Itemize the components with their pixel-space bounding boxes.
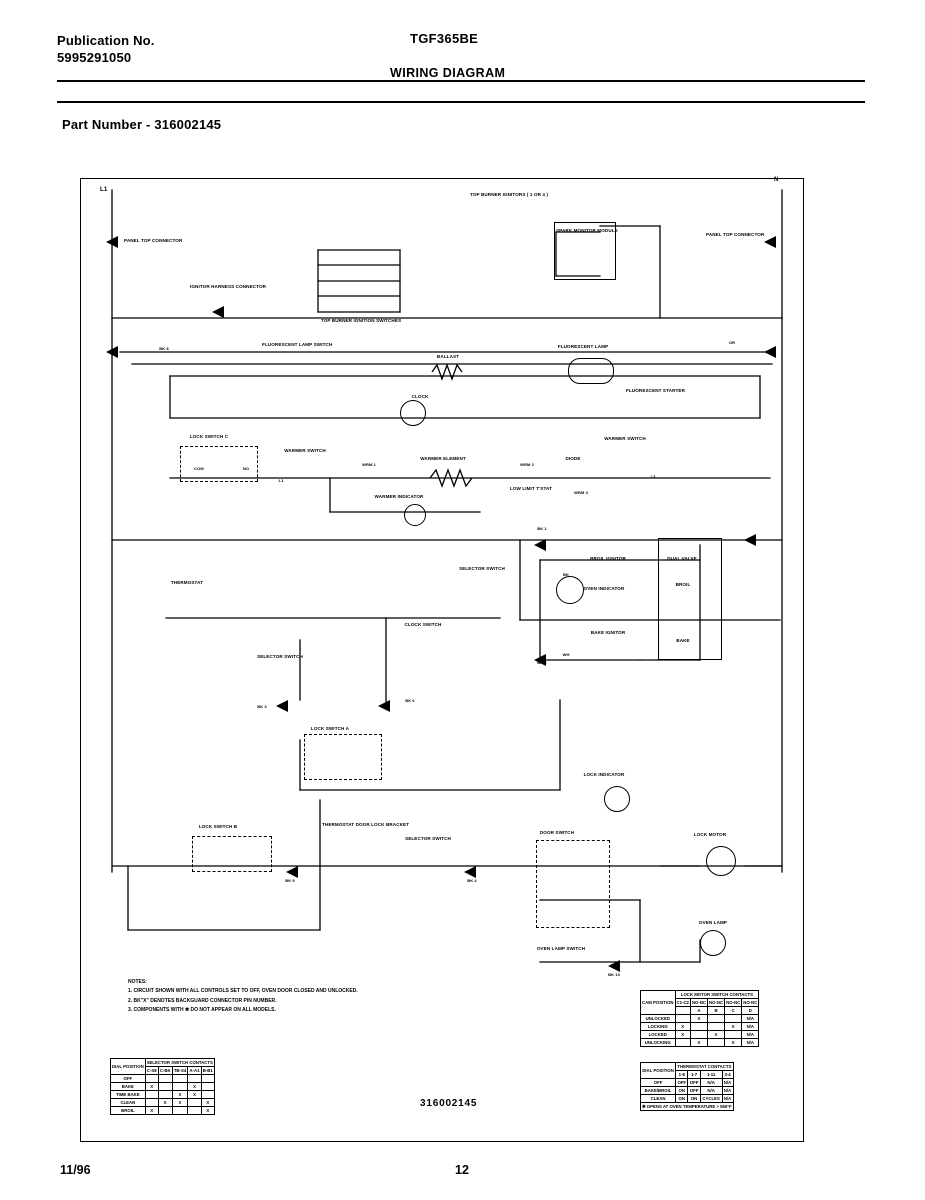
thermo-row-1-c1: OFF — [689, 1088, 699, 1093]
table-row — [641, 1079, 734, 1087]
label-l3-warmer: L3 — [650, 474, 656, 479]
selector-row-0-pos: OFF — [111, 1075, 146, 1083]
label-bake-ignitor: BAKE IGNITOR — [590, 630, 626, 635]
label-oven-indicator: OVEN INDICATOR — [583, 586, 625, 591]
table-row — [111, 1083, 215, 1091]
selector-row-4-c1 — [158, 1107, 172, 1115]
lock-sub-3: D — [742, 1007, 759, 1015]
selector-row-1-c1 — [158, 1083, 172, 1091]
lock-row-3-pos: UNLOCKING — [641, 1039, 676, 1047]
thermo-row-1-c3: N/A — [723, 1088, 732, 1093]
label-bk9: BK 8 — [159, 346, 169, 351]
label-oven-lamp-switch: OVEN LAMP SWITCH — [536, 946, 586, 951]
selector-row-2-c1 — [158, 1091, 172, 1099]
label-low-limit-tstat: LOW LIMIT T'STAT — [509, 486, 553, 491]
lock-row-0-c4: N/A — [742, 1015, 759, 1023]
door-switch-box — [536, 840, 610, 928]
lock-row-2-c1 — [690, 1031, 707, 1039]
label-panel-top-connector-right: PANEL TOP CONNECTOR — [706, 232, 765, 237]
lock-col-4: NO-NC — [743, 1000, 758, 1005]
label-bk5: BK 4 — [467, 878, 477, 883]
publication-number: 5995291050 — [57, 50, 132, 65]
label-oven-lamp: OVEN LAMP — [698, 920, 728, 925]
table-row — [111, 1091, 215, 1099]
label-bk1: OR — [728, 340, 736, 345]
lock-col-head: CAM POSITION — [641, 991, 676, 1015]
label-warmer-element: WARMER ELEMENT — [420, 456, 466, 461]
label-bk10: BK 9 — [285, 878, 295, 883]
thermo-col-3: 3-4 — [722, 1071, 733, 1079]
label-bk3: BK 2 — [537, 660, 547, 665]
table-row — [641, 1031, 759, 1039]
selector-row-1-c0: X — [145, 1083, 158, 1091]
label-selector-switch-left: SELECTOR SWITCH — [257, 654, 303, 659]
label-ignitor-harness-connector: IGNITOR HARNESS CONNECTOR — [190, 284, 267, 289]
thermostat-contacts-table — [640, 1062, 734, 1111]
lock-row-2-c3 — [725, 1031, 742, 1039]
lock-sub-2: C — [725, 1007, 742, 1015]
label-lock-switch-a: LOCK SWITCH A — [310, 726, 350, 731]
thermo-row-1-c0: ON — [676, 1087, 688, 1095]
thermo-table-title: THERMOSTAT CONTACTS — [677, 1064, 732, 1069]
selector-row-0-c4 — [201, 1075, 214, 1083]
lock-motor-symbol — [706, 846, 736, 876]
label-fluorescent-lamp: FLUORESCENT LAMP — [557, 344, 609, 349]
label-bake-coil: BAKE — [676, 638, 690, 643]
thermo-col-head: DIAL POSITION — [641, 1063, 676, 1079]
selector-row-1-c2 — [172, 1083, 188, 1091]
selector-row-4-c0: X — [145, 1107, 158, 1115]
label-broil-coil: BROIL — [675, 582, 691, 587]
lock-row-0-c0 — [675, 1015, 690, 1023]
spark-module-box — [554, 222, 616, 280]
label-no-c: NO — [242, 466, 250, 471]
table-row — [111, 1107, 215, 1115]
label-fluorescent-lamp-switch: FLUORESCENT LAMP SWITCH — [262, 342, 333, 347]
thermo-row-0-c0: OFF — [677, 1080, 687, 1085]
thermo-row-2-c0: ON — [676, 1095, 688, 1103]
model-number: TGF365BE — [410, 31, 479, 46]
lock-row-0-c1: X — [690, 1015, 707, 1023]
table-row — [111, 1075, 215, 1083]
lock-row-2-c2: X — [708, 1031, 725, 1039]
selector-row-1-c3: X — [188, 1083, 201, 1091]
selector-row-0-c3 — [188, 1075, 201, 1083]
lock-switch-a-box — [304, 734, 382, 780]
selector-row-2-pos: TIME BAKE — [111, 1091, 146, 1099]
lock-motor-contacts-table — [640, 990, 759, 1047]
thermo-row-0-pos: OFF — [641, 1079, 676, 1087]
label-thermostat-door-lock-bracket: THERMOSTAT DOOR LOCK BRACKET — [322, 822, 410, 827]
thermo-footnote: ✱ OPENS AT OVEN TEMPERATURE > 550°F — [642, 1104, 732, 1109]
selector-switch-contacts-table — [110, 1058, 215, 1115]
label-clock: CLOCK — [411, 394, 429, 399]
label-wrm2: WRM 2 — [520, 462, 534, 467]
label-lock-switch-c: LOCK SWITCH C — [189, 434, 229, 439]
label-bk11: BK 10 — [608, 972, 620, 977]
lock-sub-1: B — [708, 1007, 725, 1015]
thermo-col-2: 1-11 — [700, 1071, 722, 1079]
label-dual-valve: DUAL VALVE — [667, 556, 697, 561]
fluorescent-lamp-symbol — [568, 358, 614, 384]
lock-row-1-c3: X — [725, 1023, 742, 1031]
label-broil-ignitor: BROIL IGNITOR — [590, 556, 626, 561]
lock-row-0-pos: UNLOCKED — [641, 1015, 676, 1023]
selector-row-4-c4: X — [201, 1107, 214, 1115]
selector-row-3-c2: X — [172, 1099, 188, 1107]
publication-label: Publication No. — [57, 33, 155, 48]
oven-lamp-symbol — [700, 930, 726, 956]
label-top-burner-ignitors: TOP BURNER IGNITORS ( 1 OR 4 ) — [470, 192, 549, 197]
selector-row-0-c2 — [172, 1075, 188, 1083]
oven-indicator-symbol — [556, 576, 584, 604]
thermo-col-0: 1-8 — [676, 1071, 688, 1079]
label-warmer-switch-right: WARMER SWITCH — [604, 436, 646, 441]
lock-col-2: NO-NC — [709, 1000, 724, 1005]
label-selector-switch-top: SELECTOR SWITCH — [459, 566, 505, 571]
thermo-row-2-c1: ON — [688, 1095, 700, 1103]
note-3: 3. COMPONENTS WITH ✱ DO NOT APPEAR ON ALL MODELS. — [128, 1006, 276, 1013]
clock-symbol — [400, 400, 426, 426]
selector-row-3-c0 — [145, 1099, 158, 1107]
label-lock-motor: LOCK MOTOR — [693, 832, 727, 837]
selector-row-3-c3 — [188, 1099, 201, 1107]
label-thermostat: THERMOSTAT — [170, 580, 204, 585]
lock-row-0-c2 — [708, 1015, 725, 1023]
lock-sub-blank — [675, 1007, 690, 1015]
drawing-number: 316002145 — [420, 1098, 478, 1109]
thermo-row-0-c1: OFF — [689, 1080, 699, 1085]
note-2: 2. BK"X" DENOTES BACKGUARD CONNECTOR PIN NUMBER. — [128, 997, 277, 1004]
lock-sub-0: A — [690, 1007, 707, 1015]
label-l1-warmer: L1 — [278, 478, 284, 483]
selector-table-title: SELECTOR SWITCH CONTACTS — [146, 1060, 213, 1065]
lock-indicator-symbol — [604, 786, 630, 812]
selector-col-1: C-BK — [159, 1068, 171, 1073]
lock-col-1: NO-NC — [691, 1000, 707, 1005]
label-spark-monitor-module: SPARK MONITOR MODULE — [556, 228, 618, 233]
lock-row-3-c4: N/A — [742, 1039, 759, 1047]
notes-block — [128, 978, 428, 1015]
selector-col-head: DIAL POSITION — [111, 1059, 146, 1075]
thermo-row-1-pos: BAKE/BROIL — [641, 1087, 676, 1095]
label-ballast: BALLAST — [436, 354, 460, 359]
lock-row-3-c2 — [708, 1039, 725, 1047]
dual-valve-box — [658, 538, 722, 660]
selector-col-4: B-B1 — [202, 1068, 213, 1073]
label-top-burner-ignition-switches: TOP BURNER IGNITION SWITCHES — [320, 318, 402, 323]
footer-page-number: 12 — [455, 1163, 469, 1177]
selector-row-2-c4 — [201, 1091, 214, 1099]
warmer-indicator-symbol — [404, 504, 426, 526]
selector-col-0: C-S8 — [146, 1068, 157, 1073]
lock-row-3-c3: X — [725, 1039, 742, 1047]
selector-row-4-pos: BROIL — [111, 1107, 146, 1115]
page-title: WIRING DIAGRAM — [390, 66, 506, 80]
thermo-row-0-c2: N/A — [700, 1079, 722, 1087]
label-bk2: BK 1 — [537, 526, 547, 531]
lock-row-3-c1: X — [690, 1039, 707, 1047]
label-wrm1: WRM 1 — [362, 462, 376, 467]
selector-row-3-c1: X — [158, 1099, 172, 1107]
label-bk4: BK 3 — [257, 704, 267, 709]
selector-row-2-c3: X — [188, 1091, 201, 1099]
label-lock-switch-b: LOCK SWITCH B — [198, 824, 238, 829]
table-row — [641, 1023, 759, 1031]
thermo-col-1: 1-7 — [688, 1071, 700, 1079]
selector-col-2: TB-S4 — [173, 1068, 187, 1073]
label-bk-broil: BK — [563, 572, 569, 577]
thermo-row-0-c3: N/A — [723, 1080, 732, 1085]
table-row — [641, 1015, 759, 1023]
lock-row-1-c1 — [690, 1023, 707, 1031]
thermo-row-2-c3: N/A — [723, 1096, 732, 1101]
selector-row-1-c4 — [201, 1083, 214, 1091]
label-warmer-indicator: WARMER INDICATOR — [374, 494, 424, 499]
table-row — [641, 1087, 734, 1095]
selector-row-3-c4: X — [201, 1099, 214, 1107]
lock-table-title: LOCK MOTOR SWITCH CONTACTS — [675, 991, 759, 999]
label-lock-indicator: LOCK INDICATOR — [583, 772, 625, 777]
selector-row-2-c2: X — [172, 1091, 188, 1099]
selector-row-0-c1 — [158, 1075, 172, 1083]
label-clock-switch: CLOCK SWITCH — [404, 622, 442, 627]
lock-col-0: C1-C2 — [676, 1000, 689, 1005]
selector-row-4-c2 — [172, 1107, 188, 1115]
label-fluorescent-starter: FLUORESCENT STARTER — [626, 388, 685, 393]
label-door-switch: DOOR SWITCH — [539, 830, 575, 835]
lock-row-2-pos: LOCKED — [641, 1031, 676, 1039]
selector-row-2-c0 — [145, 1091, 158, 1099]
table-row — [641, 1095, 734, 1103]
lock-col-3: NO-NC — [726, 1000, 741, 1005]
label-bk7: BK 6 — [405, 698, 415, 703]
note-1: 1. CIRCUIT SHOWN WITH ALL CONTROLS SET TO OFF, OVEN DOOR CLOSED AND UNLOCKED. — [128, 988, 358, 995]
table-row — [641, 1039, 759, 1047]
label-wh-bake: WH — [562, 652, 570, 657]
terminal-l1: L1 — [100, 186, 108, 193]
lock-switch-c-box — [180, 446, 258, 482]
selector-col-3: A-A1 — [189, 1068, 200, 1073]
label-diode: DIODE — [565, 456, 581, 461]
lock-row-1-c0: X — [675, 1023, 690, 1031]
thermo-row-2-pos: CLEAN — [641, 1095, 676, 1103]
table-row — [111, 1099, 215, 1107]
lock-row-1-c2 — [708, 1023, 725, 1031]
lock-row-0-c3 — [725, 1015, 742, 1023]
lock-row-2-c4: N/A — [742, 1031, 759, 1039]
selector-row-4-c3 — [188, 1107, 201, 1115]
lock-row-1-pos: LOCKING — [641, 1023, 676, 1031]
label-panel-top-connector-left: PANEL TOP CONNECTOR — [124, 238, 183, 243]
lock-switch-b-box — [192, 836, 272, 872]
label-wrm3: WRM 3 — [574, 490, 588, 495]
lock-row-2-c0: X — [675, 1031, 690, 1039]
selector-row-3-pos: CLEAN — [111, 1099, 146, 1107]
label-com-c: COM — [194, 466, 204, 471]
selector-row-1-pos: BAKE — [111, 1083, 146, 1091]
label-warmer-switch-left: WARMER SWITCH — [284, 448, 326, 453]
lock-row-1-c4: N/A — [742, 1023, 759, 1031]
terminal-n: N — [774, 176, 779, 183]
label-selector-switch-bottom: SELECTOR SWITCH — [405, 836, 451, 841]
lock-row-3-c0 — [675, 1039, 690, 1047]
selector-row-0-c0 — [145, 1075, 158, 1083]
part-number: Part Number - 316002145 — [62, 117, 222, 132]
footer-date: 11/96 — [60, 1163, 91, 1177]
thermo-row-2-c2: CYCLES — [700, 1095, 722, 1103]
thermo-row-1-c2: N/A — [700, 1087, 722, 1095]
notes-title: NOTES: — [128, 979, 147, 985]
